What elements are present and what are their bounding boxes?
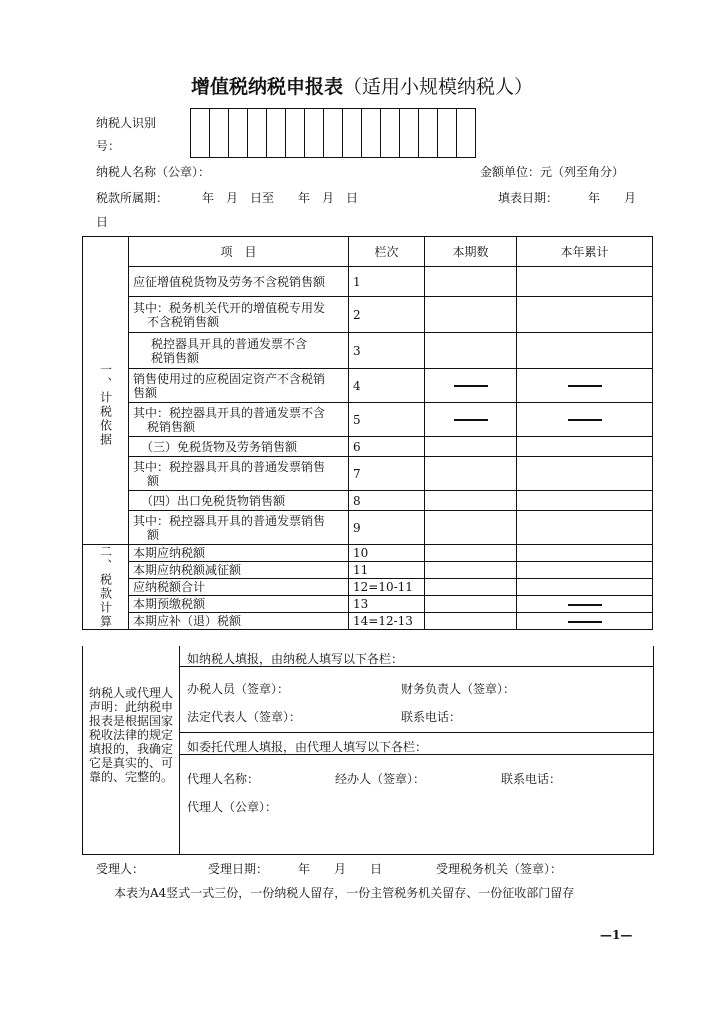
agent-fill-note: 如委托代理人填报，由代理人填写以下各栏： xyxy=(187,740,428,754)
title-sub: （适用小规模纳税人） xyxy=(343,76,534,98)
table-row xyxy=(83,579,653,596)
col-current-header: 本期数 xyxy=(425,237,517,267)
tax-office-label: 受理税务机关（签章）： xyxy=(436,862,563,876)
receiver-label: 受理人： xyxy=(96,862,145,876)
declaration-left xyxy=(83,646,180,854)
col-item-header: 项 目 xyxy=(129,237,349,267)
row-line: 2 xyxy=(349,297,425,333)
period-label: 税款所属期： xyxy=(96,191,169,205)
row-item: 本期应纳税额 xyxy=(129,545,349,562)
table-row xyxy=(83,333,653,369)
cell-ytd[interactable] xyxy=(517,562,653,579)
cell-ytd[interactable] xyxy=(517,579,653,596)
taxpayer-id-label: 纳税人识别 xyxy=(96,116,157,130)
table-row xyxy=(83,369,653,403)
row-line: 13 xyxy=(349,596,425,613)
divider xyxy=(179,732,653,733)
taxpayer-id-boxes[interactable] xyxy=(190,108,476,158)
section1-label: 一、计税依据 xyxy=(98,363,113,448)
table-row xyxy=(83,267,653,297)
divider xyxy=(179,666,653,667)
section2-label: 二、税款计算 xyxy=(98,545,113,629)
finance-head-label: 财务负责人（签章）： xyxy=(401,682,516,696)
row-item: 应纳税额合计 xyxy=(129,579,349,596)
taxpayer-id-label-2: 号： xyxy=(96,139,121,153)
phone-label: 联系电话： xyxy=(401,710,462,724)
cell-ytd[interactable] xyxy=(517,437,653,457)
cell-current[interactable] xyxy=(425,491,517,511)
cell-current[interactable] xyxy=(425,613,517,630)
dash-mark xyxy=(568,385,602,387)
row-line: 8 xyxy=(349,491,425,511)
row-item: 其中：税控器具开具的普通发票销售 额 xyxy=(129,457,349,491)
row-line: 7 xyxy=(349,457,425,491)
row-line: 6 xyxy=(349,437,425,457)
table-row xyxy=(83,297,653,333)
dash-mark xyxy=(454,419,488,421)
col-ytd-header: 本年累计 xyxy=(517,237,653,267)
amount-unit: 金额单位：元（列至角分） xyxy=(480,165,625,179)
dash-mark xyxy=(454,385,488,387)
handler-label: 经办人（签章）： xyxy=(335,772,426,786)
fill-date-label: 填表日期： xyxy=(498,191,559,205)
row-item: （三）免税货物及劳务销售额 xyxy=(129,437,349,457)
cell-current[interactable] xyxy=(425,511,517,545)
cell-current[interactable] xyxy=(425,562,517,579)
cell-ytd[interactable] xyxy=(517,333,653,369)
row-line: 10 xyxy=(349,545,425,562)
row-line: 9 xyxy=(349,511,425,545)
row-line: 12=10-11 xyxy=(349,579,425,596)
row-item: 本期应纳税额减征额 xyxy=(129,562,349,579)
declaration-block xyxy=(82,646,654,855)
table-row xyxy=(83,613,653,630)
fill-date-day: 日 xyxy=(96,215,109,229)
form-note: 本表为A4竖式一式三份，一份纳税人留存，一份主管税务机关留存、一份征收部门留存 xyxy=(114,886,575,900)
row-line: 1 xyxy=(349,267,425,297)
dash-mark xyxy=(568,604,602,606)
divider xyxy=(179,754,653,755)
cell-ytd[interactable] xyxy=(517,457,653,491)
period-text: 年 月 日至 年 月 日 xyxy=(202,191,359,205)
title-main: 增值税纳税申报表 xyxy=(190,76,343,98)
form-title xyxy=(0,72,724,99)
cell-current[interactable] xyxy=(425,579,517,596)
cell-current[interactable] xyxy=(425,297,517,333)
declaration-text: 纳税人或代理人声明：此纳税申报表是根据国家税收法律的规定填报的，我确定它是真实的、可靠的、完整的。 xyxy=(89,686,174,784)
agent-seal-label: 代理人（公章）： xyxy=(187,800,278,814)
table-row xyxy=(83,437,653,457)
cell-ytd[interactable] xyxy=(517,267,653,297)
agent-name-label: 代理人名称： xyxy=(187,772,260,786)
cell-ytd[interactable] xyxy=(517,545,653,562)
row-item: 本期应补（退）税额 xyxy=(129,613,349,630)
fill-date-text: 年 月 xyxy=(588,191,637,205)
cell-current[interactable] xyxy=(425,267,517,297)
row-item: 税控器具开具的普通发票不含 税销售额 xyxy=(129,333,349,369)
row-line: 11 xyxy=(349,562,425,579)
self-fill-note: 如纳税人填报，由纳税人填写以下各栏： xyxy=(187,652,404,666)
table-row xyxy=(83,596,653,613)
cell-ytd[interactable] xyxy=(517,491,653,511)
row-line: 3 xyxy=(349,333,425,369)
row-line: 14=12-13 xyxy=(349,613,425,630)
table-row xyxy=(83,511,653,545)
cell-current[interactable] xyxy=(425,333,517,369)
row-item: （四）出口免税货物销售额 xyxy=(129,491,349,511)
row-item: 本期预缴税额 xyxy=(129,596,349,613)
receive-date-label: 受理日期： xyxy=(208,862,269,876)
receive-date-text: 年 月 日 xyxy=(298,862,383,876)
taxpayer-name-label: 纳税人名称（公章）： xyxy=(96,165,211,179)
agent-phone-label: 联系电话： xyxy=(501,772,562,786)
row-item: 其中：税控器具开具的普通发票销售 额 xyxy=(129,511,349,545)
cell-current[interactable] xyxy=(425,457,517,491)
tax-officer-label: 办税人员（签章）： xyxy=(187,682,290,696)
row-item: 其中：税控器具开具的普通发票不含 税销售额 xyxy=(129,403,349,437)
cell-current[interactable] xyxy=(425,545,517,562)
page-number: —1— xyxy=(600,928,633,942)
cell-ytd[interactable] xyxy=(517,511,653,545)
row-line: 4 xyxy=(349,369,425,403)
cell-current[interactable] xyxy=(425,437,517,457)
table-row xyxy=(83,562,653,579)
row-item: 其中：税务机关代开的增值税专用发 不含税销售额 xyxy=(129,297,349,333)
dash-mark xyxy=(568,621,602,623)
col-line-header: 栏次 xyxy=(349,237,425,267)
table-row xyxy=(83,457,653,491)
row-item: 销售使用过的应税固定资产不含税销 售额 xyxy=(129,369,349,403)
cell-ytd[interactable] xyxy=(517,297,653,333)
cell-current[interactable] xyxy=(425,596,517,613)
row-item: 应征增值税货物及劳务不含税销售额 xyxy=(129,267,349,297)
legal-rep-label: 法定代表人（签章）： xyxy=(187,710,302,724)
table-row xyxy=(83,491,653,511)
tax-table xyxy=(82,236,653,630)
dash-mark xyxy=(568,419,602,421)
table-row xyxy=(83,403,653,437)
table-row xyxy=(83,545,653,562)
row-line: 5 xyxy=(349,403,425,437)
